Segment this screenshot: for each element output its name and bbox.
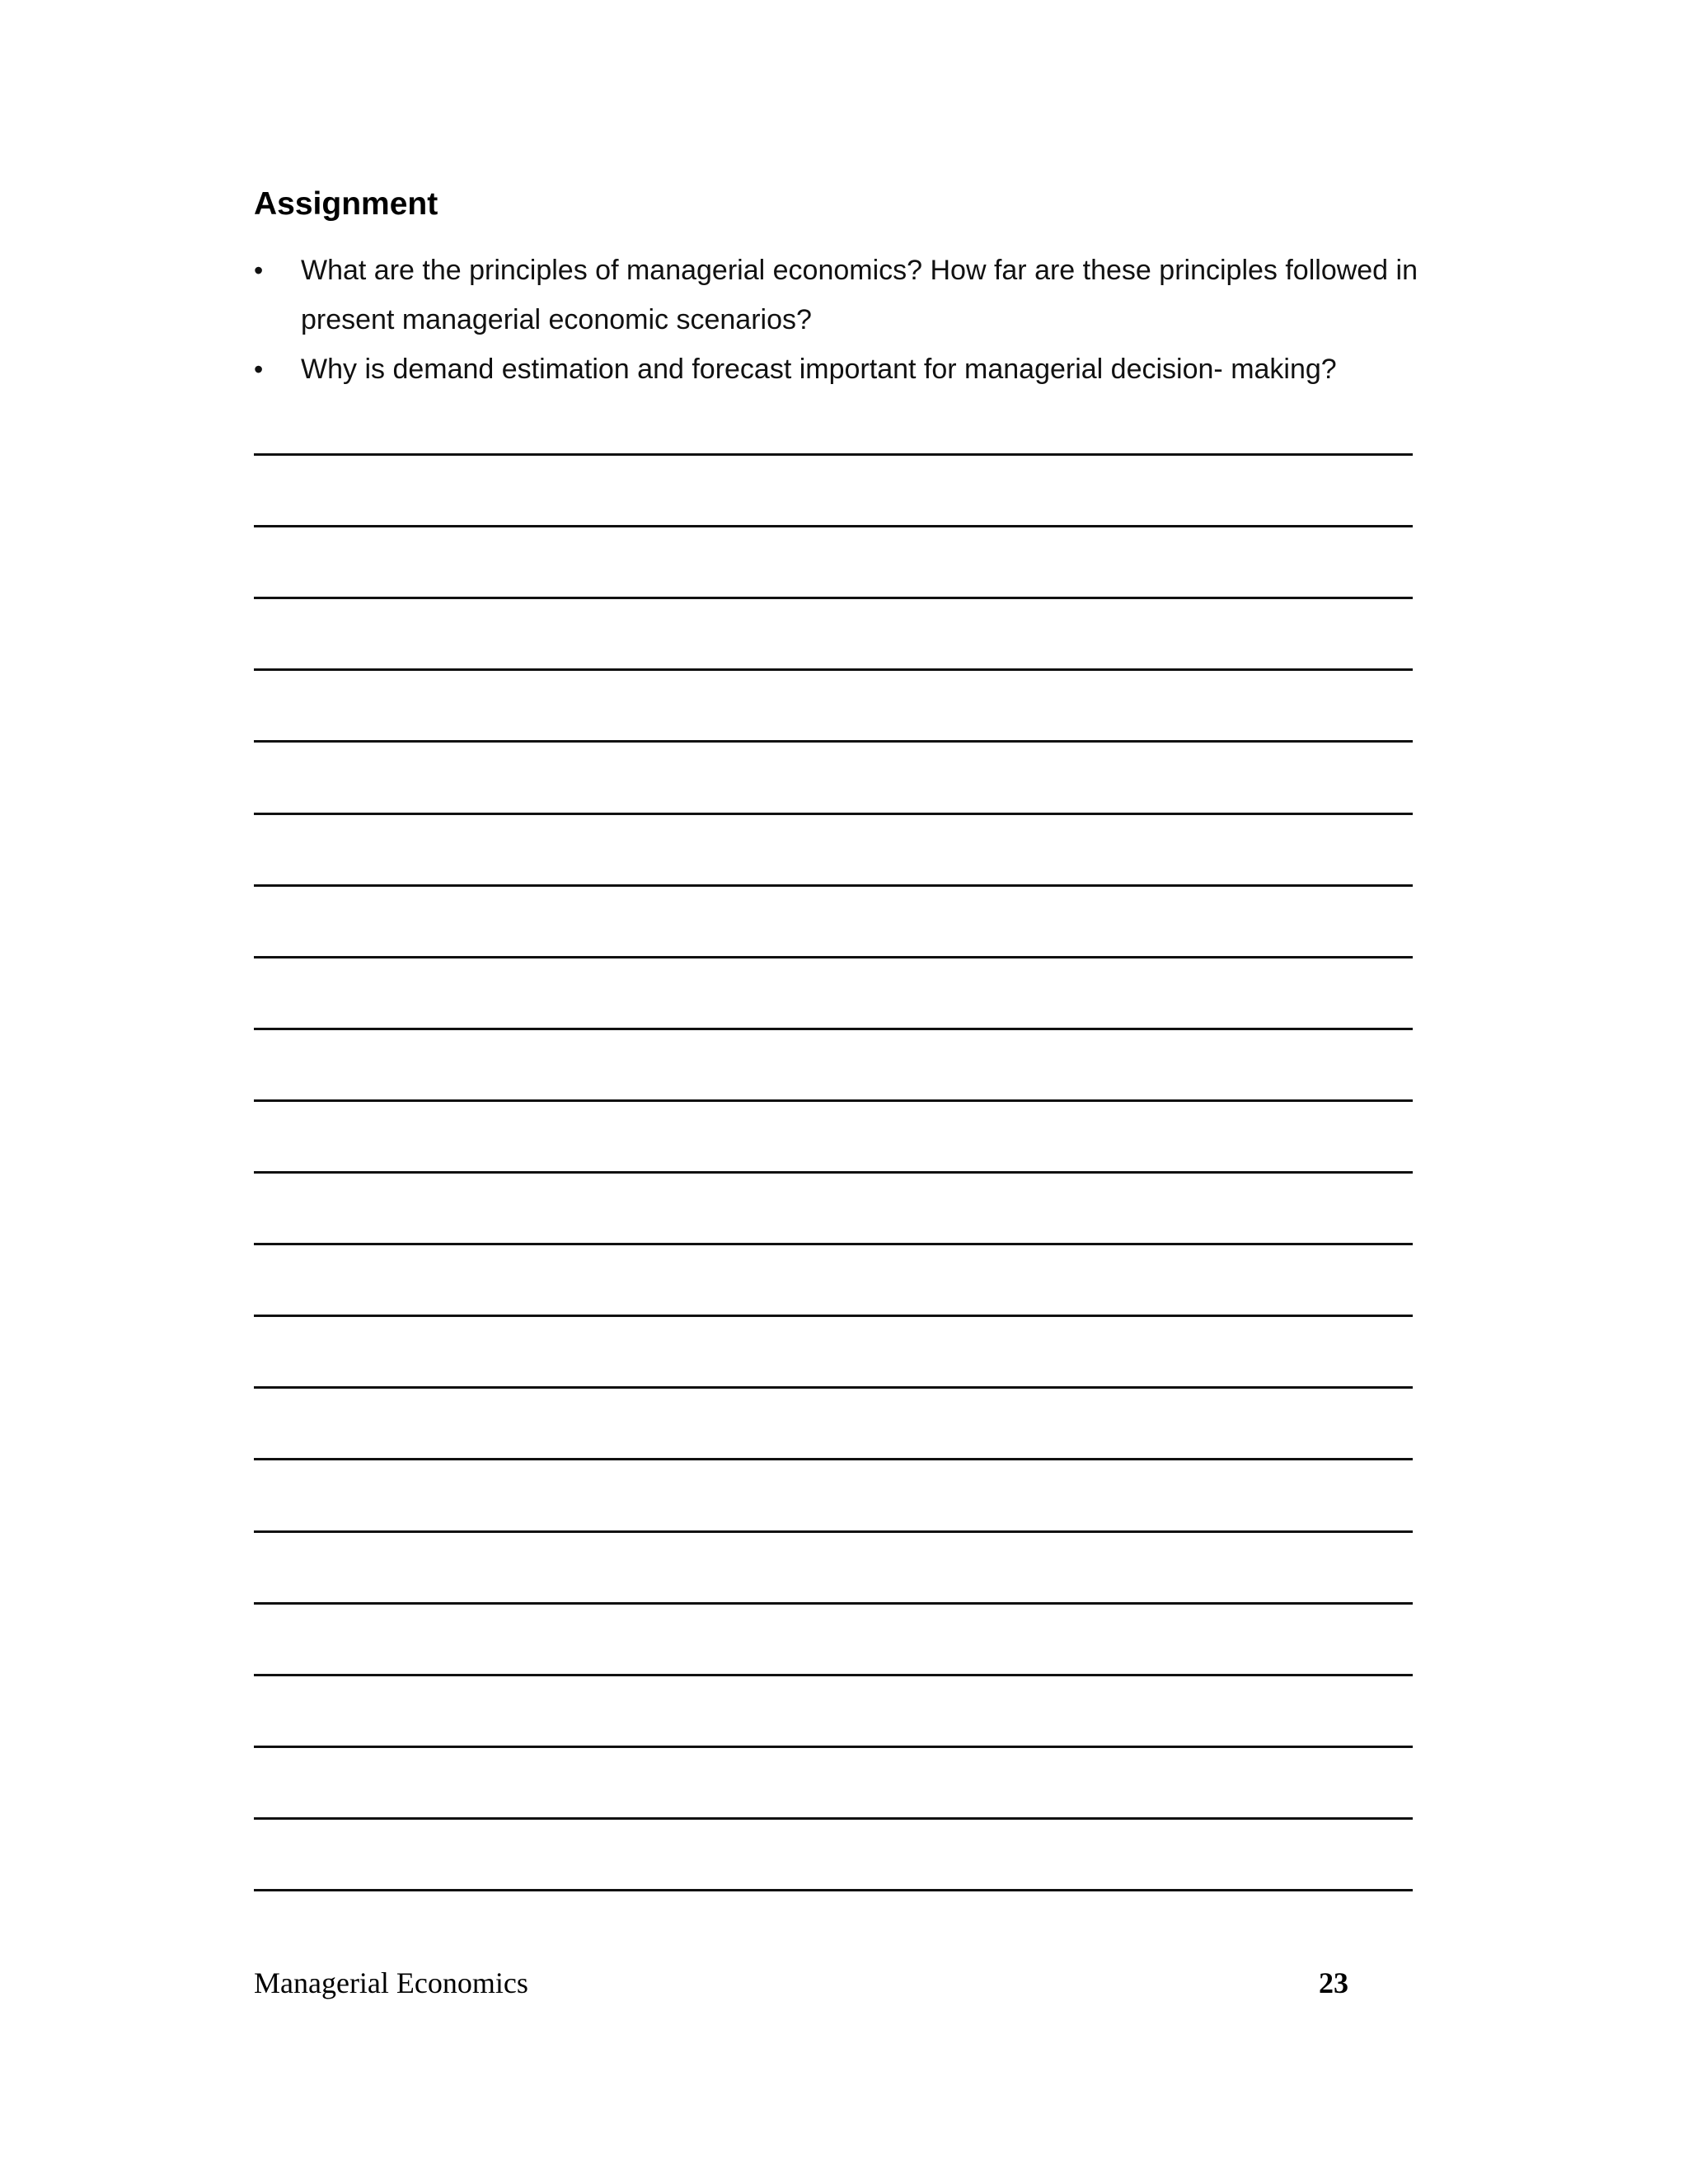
- assignment-heading: Assignment: [254, 186, 438, 222]
- answer-line: [254, 1171, 1413, 1174]
- answer-line: [254, 956, 1413, 958]
- answer-line: [254, 1028, 1413, 1030]
- answer-line: [254, 1315, 1413, 1317]
- bullet-icon: •: [254, 255, 264, 285]
- answer-line: [254, 668, 1413, 671]
- answer-line: [254, 525, 1413, 527]
- footer-book-title: Managerial Economics: [254, 1966, 528, 1999]
- question-text: Why is demand estimation and forecast important for managerial decision- making?: [301, 354, 1337, 385]
- answer-line: [254, 453, 1413, 456]
- answer-line: [254, 1602, 1413, 1605]
- answer-line: [254, 1889, 1413, 1891]
- answer-line: [254, 1458, 1413, 1460]
- question-text: What are the principles of managerial economics? How far are these principles followed in present managerial economic scenarios?: [301, 255, 1418, 335]
- answer-line: [254, 740, 1413, 743]
- answer-line: [254, 1746, 1413, 1748]
- answer-line: [254, 1099, 1413, 1102]
- answer-line: [254, 1817, 1413, 1820]
- answer-line: [254, 1530, 1413, 1533]
- answer-line: [254, 1674, 1413, 1676]
- answer-line: [254, 884, 1413, 887]
- answer-line: [254, 813, 1413, 815]
- footer-page-number: 23: [1319, 1966, 1348, 1999]
- bullet-icon: •: [254, 354, 264, 384]
- answer-line: [254, 1386, 1413, 1389]
- answer-line: [254, 1243, 1413, 1245]
- answer-lines: [254, 0, 1413, 2184]
- answer-line: [254, 597, 1413, 599]
